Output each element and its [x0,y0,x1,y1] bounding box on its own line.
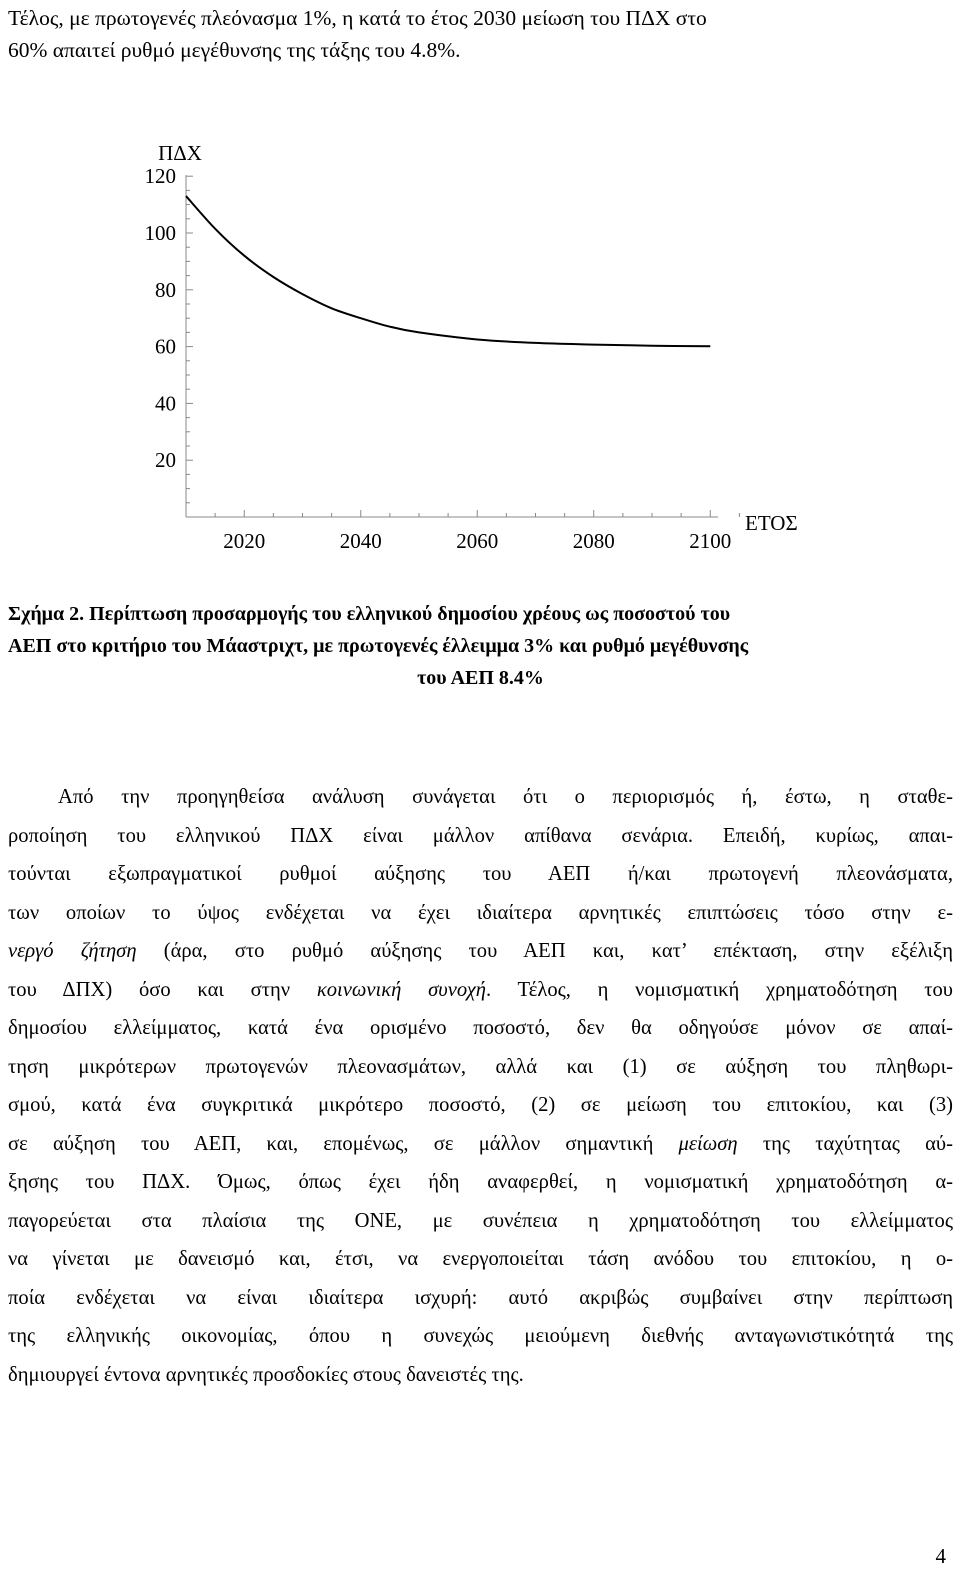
italic-phrase: μείωση [678,1132,738,1155]
body-line: τούνται εξωπραγματικοί ρυθμοί αύξησης του ΑΕΠ ή/και πρωτογενή πλεονάσματα, [8,863,953,885]
figure-caption [8,598,953,694]
body-line: σε αύξηση του ΑΕΠ, και, επομένως, σε μάλλον σημαντική μείωση της ταχύτητας αύ- [8,1132,953,1155]
chart-tick-labels [145,164,732,553]
body-line: νεργό ζήτηση (άρα, στο ρυθμό αύξησης του ΑΕΠ και, κατ’ επέκταση, στην εξέλιξη [8,940,953,962]
chart-plot-area [186,196,710,346]
caption-line-1: Σχήμα 2. Περίπτωση προσαρμογής του ελληνικού δημοσίου χρέους ως ποσοστού του [8,603,731,625]
body-line: σμού, κατά ένα συγκριτικά μικρότερο ποσοστό, (2) σε μείωση του επιτοκίου, και (3) [8,1094,953,1116]
body-line: Από την προηγηθείσα ανάλυση συνάγεται ότι ο περιορισμός ή, έστω, η σταθε- [58,786,953,808]
body-line: τηση μικρότερων πρωτογενών πλεονασμάτων, αλλά και (1) σε αύξηση του πληθωρι- [8,1055,953,1078]
y-axis-label: ΠΔΧ [158,141,202,165]
intro-line-1: Τέλος, με πρωτογενές πλεόνασμα 1%, η κατά το έτος 2030 μείωση του ΠΔΧ στο [8,6,707,30]
x-tick-label: 2100 [689,529,732,553]
y-tick-label: 120 [144,164,176,189]
caption-line-3: του ΑΕΠ 8.4% [417,667,544,689]
body-paragraph [8,778,953,1394]
body-line: παγορεύεται στα πλαίσια της ΟΝΕ, με συνέπεια η χρηματοδότηση του ελλείμματος [8,1209,953,1232]
body-line: των οποίων το ύψος ενδέχεται να έχει ιδιαίτερα αρνητικές επιπτώσεις τόσο στην ε- [8,901,953,924]
body-line: δημοσίου ελλείμματος, κατά ένα ορισμένο ποσοστό, δεν θα οδηγούσε μόνον σε απαί- [8,1017,953,1039]
italic-phrase: κοινωνική συνοχή [316,978,487,1001]
y-tick-label: 80 [155,277,176,302]
body-line: του ΔΠΧ) όσο και στην κοινωνική συνοχή. Τέλος, η νομισματική χρηματοδότηση του [8,978,954,1001]
x-tick-label: 2040 [339,529,382,553]
body-line: να γίνεται με δανεισμό και, έτσι, να ενεργοποιείται τάση ανόδου του επιτοκίου, η ο- [8,1248,953,1270]
intro-line-2: 60% απαιτεί ρυθμό μεγέθυνσης της τάξης του 4.8%. [8,38,461,62]
x-tick-label: 2060 [456,529,499,553]
body-line: της ελληνικής οικονομίας, όπου η συνεχώς μειούμενη διεθνής ανταγωνιστικότητά της [8,1325,953,1347]
y-tick-label: 40 [155,391,176,416]
debt-curve-line [186,196,710,346]
caption-line-2: ΑΕΠ στο κριτήριο του Μάαστριχτ, με πρωτογενές έλλειμμα 3% και ρυθμό μεγέθυνσης [8,635,749,657]
italic-phrase: νεργό ζήτηση [8,940,137,962]
x-axis-label: ΕΤΟΣ [745,511,798,535]
y-tick-label: 100 [144,221,176,245]
body-line: ποία ενδέχεται να είναι ιδιαίτερα ισχυρή: αυτό ακριβώς συμβαίνει στην περίπτωση [8,1286,953,1309]
body-line: ξησης του ΠΔΧ. Όμως, όπως έχει ήδη αναφερθεί, η νομισματική χρηματοδότηση α- [8,1171,953,1193]
x-tick-label: 2020 [223,529,266,553]
body-line: δημιουργεί έντονα αρνητικές προσδοκίες στους δανειστές της. [8,1363,524,1386]
body-line: ροποίηση του ελληνικού ΠΔΧ είναι μάλλον απίθανα σενάρια. Επειδή, κυρίως, απαι- [8,824,953,847]
page-number: 4 [935,1544,946,1568]
y-tick-label: 60 [155,334,176,359]
x-tick-label: 2080 [572,529,615,553]
y-tick-label: 20 [155,448,176,473]
intro-paragraph [8,2,953,66]
debt-chart [0,120,960,560]
